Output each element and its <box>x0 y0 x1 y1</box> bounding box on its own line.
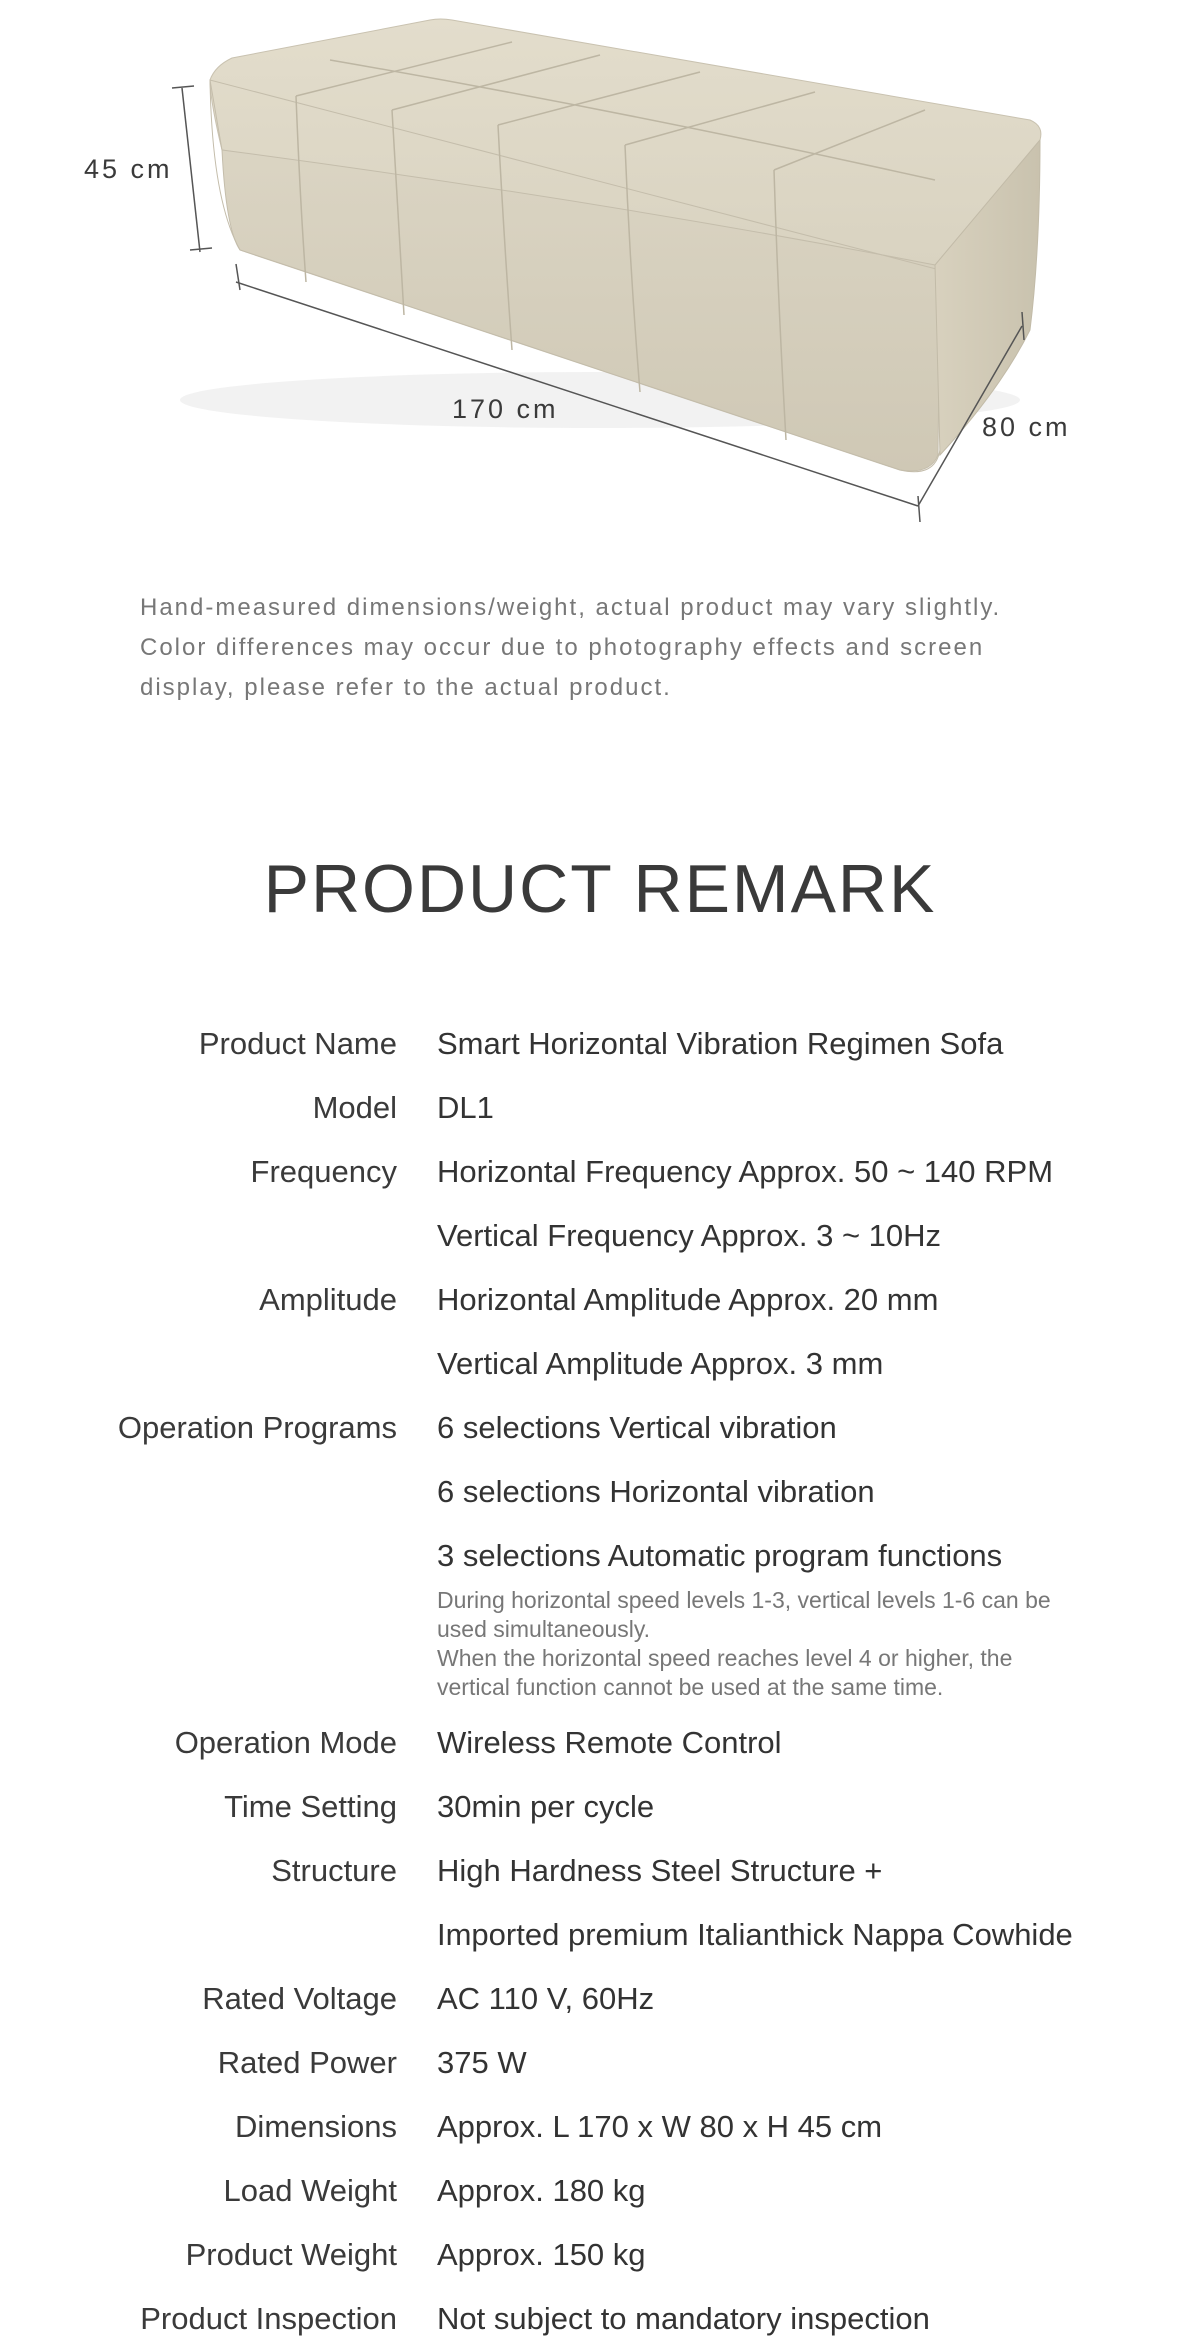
spec-row-product-name <box>0 1012 1200 1076</box>
spec-label: Operation Programs <box>117 1410 397 1445</box>
spec-value: Smart Horizontal Vibration Regimen Sofa <box>437 1026 1004 1061</box>
spec-value: High Hardness Steel Structure + <box>437 1853 883 1888</box>
spec-label: Rated Power <box>217 2045 397 2080</box>
spec-value: AC 110 V, 60Hz <box>437 1981 655 2016</box>
disclaimer-line: Hand-measured dimensions/weight, actual product may vary slightly. <box>140 594 1002 621</box>
spec-value: 3 selections Automatic program functions <box>437 1538 1003 1573</box>
spec-value: DL1 <box>437 1090 494 1125</box>
spec-label: Operation Mode <box>174 1725 397 1760</box>
height-dimension-label: 45 cm <box>84 154 173 184</box>
spec-row-time-setting <box>0 1775 1200 1839</box>
spec-label: Model <box>312 1090 397 1125</box>
spec-row-rated-power <box>0 2031 1200 2095</box>
sofa-illustration <box>0 0 1200 540</box>
spec-label: Product Inspection <box>140 2301 397 2336</box>
spec-row-model <box>0 1076 1200 1140</box>
spec-value: Approx. L 170 x W 80 x H 45 cm <box>437 2109 883 2144</box>
spec-value: 375 W <box>437 2045 527 2080</box>
spec-label: Amplitude <box>259 1282 397 1317</box>
spec-label: Structure <box>271 1853 397 1888</box>
spec-label: Time Setting <box>224 1789 397 1824</box>
page-title: PRODUCT REMARK <box>263 851 937 927</box>
disclaimer-line: Color differences may occur due to photography effects and screen <box>140 634 985 661</box>
spec-table <box>0 1012 1200 2351</box>
spec-label: Product Weight <box>185 2237 397 2272</box>
spec-value: Wireless Remote Control <box>437 1725 782 1760</box>
spec-value: Approx. 150 kg <box>437 2237 646 2272</box>
spec-label: Dimensions <box>235 2109 397 2144</box>
spec-row-rated-voltage <box>0 1967 1200 2031</box>
spec-row-dimensions <box>0 2095 1200 2159</box>
spec-value: Vertical Frequency Approx. 3 ~ 10Hz <box>437 1218 942 1253</box>
spec-row-operation-programs <box>0 1396 1200 1711</box>
spec-row-product-inspection <box>0 2287 1200 2351</box>
spec-value: Approx. 180 kg <box>437 2173 646 2208</box>
product-dimension-figure <box>0 0 1200 540</box>
spec-row-structure <box>0 1839 1200 1967</box>
spec-row-product-weight <box>0 2223 1200 2287</box>
spec-value: 30min per cycle <box>437 1789 655 1824</box>
length-dimension-label: 170 cm <box>452 394 559 424</box>
spec-label: Load Weight <box>223 2173 397 2208</box>
disclaimer-line: display, please refer to the actual product. <box>140 674 672 701</box>
spec-value: 6 selections Horizontal vibration <box>437 1474 875 1509</box>
spec-row-amplitude <box>0 1268 1200 1396</box>
spec-value: Horizontal Amplitude Approx. 20 mm <box>437 1282 939 1317</box>
spec-note-line: During horizontal speed levels 1-3, vertical levels 1-6 can be used simultaneously. <box>437 1587 1051 1642</box>
spec-row-frequency <box>0 1140 1200 1268</box>
spec-label: Product Name <box>198 1026 397 1061</box>
spec-value: Not subject to mandatory inspection <box>437 2301 930 2336</box>
spec-value: Vertical Amplitude Approx. 3 mm <box>437 1346 884 1381</box>
spec-value: Imported premium Italianthick Nappa Cowhide <box>437 1917 1073 1952</box>
spec-note <box>437 1586 1077 1702</box>
spec-row-operation-mode <box>0 1711 1200 1775</box>
spec-value: 6 selections Vertical vibration <box>437 1410 837 1445</box>
width-dimension-label: 80 cm <box>982 412 1071 442</box>
disclaimer-text <box>140 588 1100 708</box>
spec-row-load-weight <box>0 2159 1200 2223</box>
spec-note-line: When the horizontal speed reaches level 4 or higher, the vertical function cannot be used at the same time. <box>437 1645 1013 1700</box>
spec-label: Frequency <box>250 1154 397 1189</box>
spec-value: Horizontal Frequency Approx. 50 ~ 140 RPM <box>437 1154 1054 1189</box>
spec-label: Rated Voltage <box>202 1981 397 2016</box>
